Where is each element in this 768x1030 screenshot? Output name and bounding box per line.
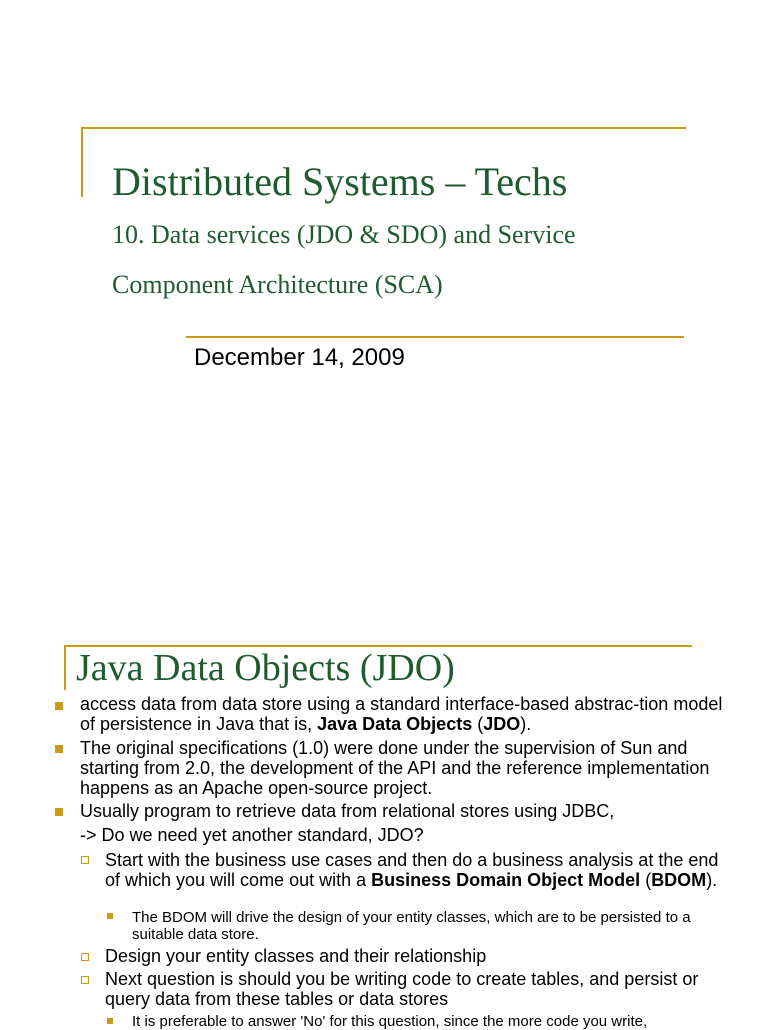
sub-bullet-text-1-a: Start with the business use cases and then do a business analysis at the end of which you will come out with a: [105, 850, 719, 890]
bullet-text-3: Usually program to retrieve data from relational stores using JDBC,: [80, 801, 615, 821]
bullet-square: [55, 702, 63, 710]
slide-subtitle: 10. Data services (JDO & SDO) and Service Component Architecture (SCA): [112, 220, 576, 299]
bullet-text-1-bold-a: Java Data Objects: [317, 714, 473, 734]
bullet-hollow-square: [81, 976, 89, 984]
sub-sub-bullet-text-2: It is preferable to answer 'No' for this question, since the more code you write,: [132, 1013, 648, 1030]
slide-date: December 14, 2009: [194, 344, 405, 371]
bullet-text-1: [80, 694, 740, 734]
sub-bullet-text-1-b: (: [640, 870, 652, 890]
sub-bullet-text-1-c: ).: [706, 870, 718, 890]
sub-bullet-text-3: Next question is should you be writing code to create tables, and persist or query data from these tables or data stores: [105, 969, 699, 1009]
bullet-text-1-c: ).: [520, 714, 532, 734]
sub-bullet-text-1-bold-a: Business Domain Object Model: [371, 870, 641, 890]
title-rule-left: [81, 127, 83, 197]
title-rule-bottom: [186, 336, 684, 338]
bullet-hollow-square: [81, 856, 89, 864]
bullet-text-1-bold-b: JDO: [483, 714, 521, 734]
bullet-text-1-b: (: [472, 714, 484, 734]
bullet-square: [55, 808, 63, 816]
bullet-text-2: The original specifications (1.0) were done under the supervision of Sun and starting from 2.0, the development of the API and the reference implementation happens as an Apache open-source project.: [80, 738, 710, 798]
bullet-hollow-square: [81, 953, 89, 961]
bullet-small-square: [107, 913, 113, 919]
title-rule-top: [81, 127, 686, 129]
slide2-rule-left: [64, 645, 66, 690]
slide2-title: Java Data Objects (JDO): [76, 647, 455, 689]
sub-bullet-text-1-bold-b: BDOM: [651, 870, 707, 890]
slide-title: Distributed Systems – Techs: [112, 159, 568, 204]
sub-bullet-text-2: Design your entity classes and their relationship: [105, 946, 487, 966]
bullet-small-square: [107, 1018, 113, 1024]
bullet-text-1-a: access data from data store using a standard interface-based abstrac-tion model of persistence in Java that is,: [80, 694, 723, 734]
bullet-square: [55, 745, 63, 753]
sub-sub-bullet-text-1: The BDOM will drive the design of your entity classes, which are to be persisted to a suitable data store.: [132, 909, 691, 943]
bullet-text-3-continued: -> Do we need yet another standard, JDO?: [80, 825, 424, 845]
sub-bullet-text-1: [105, 850, 735, 890]
